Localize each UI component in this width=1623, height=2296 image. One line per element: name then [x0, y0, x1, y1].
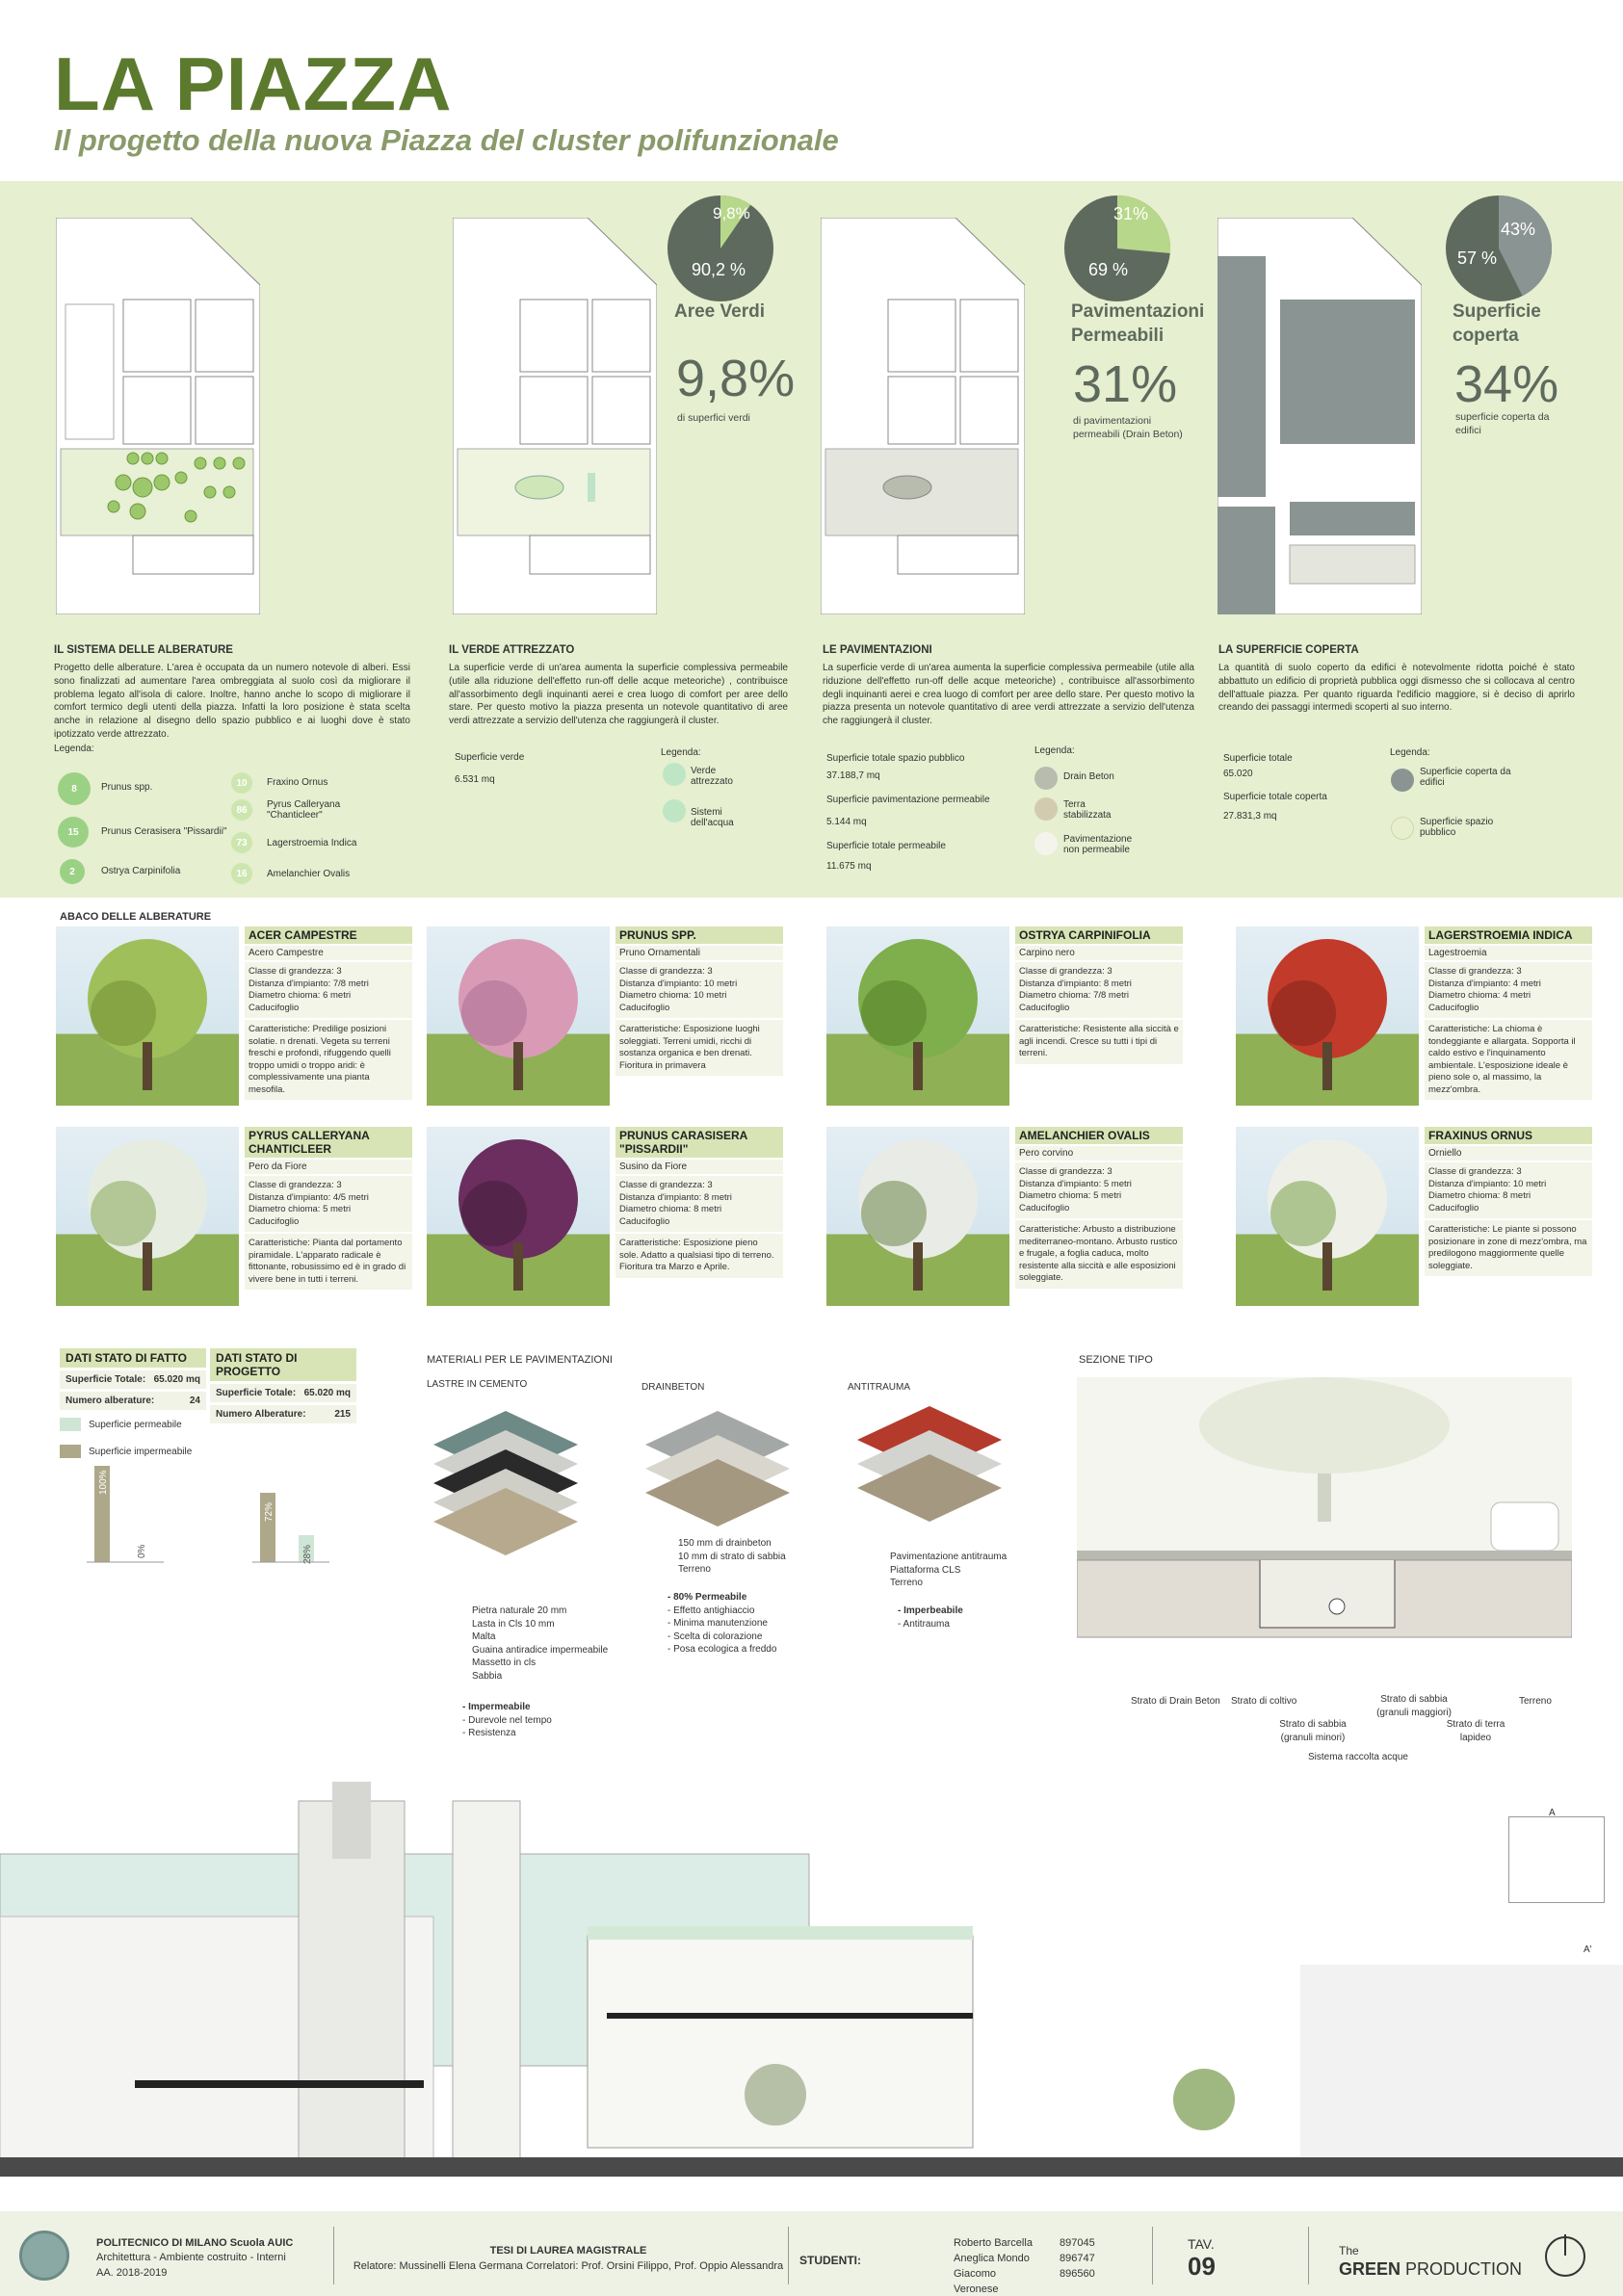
- lastre-title: LASTRE IN CEMENTO: [427, 1379, 528, 1390]
- pav-legend-drain: Drain Beton: [1063, 771, 1114, 782]
- tree-spec-line: Classe di grandezza: 3: [1428, 1166, 1522, 1177]
- tree-spec-line: Classe di grandezza: 3: [619, 1180, 713, 1190]
- student-name: Aneglica Mondo: [954, 2252, 1030, 2264]
- pav-legend-title: Legenda:: [1034, 745, 1075, 756]
- legend-dot-pyrus: 86: [231, 799, 252, 821]
- drain-prop: - Minima manutenzione: [668, 1618, 768, 1629]
- section-marker-a: A: [1549, 1808, 1556, 1818]
- tree-spec-line: Distanza d'impianto: 8 metri: [1019, 978, 1132, 989]
- footer-uni: POLITECNICO DI MILANO Scuola AUIC: [96, 2237, 294, 2249]
- dati-fatto-r1-value: 65.020 mq: [153, 1374, 200, 1385]
- dati-progetto-row1: [210, 1384, 356, 1402]
- tree-photo: [427, 1127, 610, 1306]
- anti-prop: - Imperbeabile: [898, 1605, 963, 1616]
- student-id: 896560: [1060, 2267, 1095, 2280]
- footer-thesis: TESI DI LAUREA MAGISTRALE: [489, 2245, 647, 2257]
- pie2-title: Pavimentazioni Permeabili: [1071, 301, 1205, 346]
- drain-layer: Terreno: [678, 1564, 711, 1575]
- sezione-label-coltivo: Strato di coltivo: [1231, 1696, 1297, 1707]
- tree-common-name: Pero da Fiore: [245, 1160, 412, 1174]
- coperta-text: La quantità di suolo coperto da edifici è notevolmente ridotta poiché è stato abbattuto un edificio di proprietà pubblica oggi dismesso che si collocava al centro dell'attuale piazza. Per quanto riguarda l'edificio maggiore, si è deciso di aprirlo creando dei passaggi intermedi scoperti al suo interno.: [1218, 663, 1575, 714]
- verde-legend-title: Legenda:: [661, 747, 701, 758]
- tree-specs: [615, 1176, 783, 1232]
- pie2-slice-label: 31%: [1113, 204, 1149, 223]
- bar-label: 100%: [98, 1470, 109, 1495]
- tree-characteristics: Caratteristiche: Arbusto a distribuzione mediterraneo-montano. Arbusto rustico e frugale, a foglia caduca, molto resistente alla siccità e alle esposizioni soleggiate.: [1015, 1220, 1183, 1289]
- footer-divider: [788, 2227, 789, 2284]
- dati-progetto-r1-value: 65.020 mq: [303, 1388, 351, 1398]
- student-name: Giacomo Veronese: [954, 2267, 999, 2295]
- lastre-prop: - Durevole nel tempo: [462, 1714, 552, 1726]
- tree-spec-line: Caducifoglio: [1428, 1202, 1479, 1213]
- student-row: [954, 2252, 1095, 2267]
- pie3-big: 34%: [1454, 355, 1559, 413]
- tree-characteristics: Caratteristiche: La chioma è tondeggiante e allargata. Sopporta il caldo estivo e l'inquinamento ambientale. L'esposizione ideale è pieno sole o, al massimo, la mezz'ombra.: [1425, 1020, 1592, 1100]
- tree-spec-line: Distanza d'impianto: 8 metri: [619, 1191, 732, 1203]
- bar-label: 0%: [137, 1544, 147, 1558]
- tree-spec-line: Diametro chioma: 6 metri: [249, 990, 352, 1002]
- pie3-desc: superficie coperta da edifici: [1455, 411, 1550, 437]
- tree-spec-line: Classe di grandezza: 3: [249, 1180, 342, 1190]
- verde-stat-value: 6.531 mq: [455, 774, 495, 785]
- drain-layer: 10 mm di strato di sabbia: [678, 1551, 786, 1562]
- permeability-bar-chart: [67, 1464, 356, 1579]
- cop-stat2-value: 27.831,3 mq: [1223, 811, 1277, 822]
- legend-label-lagerstroemia: Lagerstroemia Indica: [267, 838, 357, 848]
- tree-name: ACER CAMPESTRE: [245, 926, 412, 944]
- tree-name: OSTRYA CARPINIFOLIA: [1015, 926, 1183, 944]
- dati-fatto-table: [60, 1348, 206, 1410]
- tree-spec-line: Distanza d'impianto: 4/5 metri: [249, 1191, 369, 1203]
- section-marker-a2: A': [1584, 1944, 1592, 1955]
- legend-dot-cerasisera: 15: [58, 817, 89, 848]
- footer-tav-num: 09: [1188, 2252, 1216, 2281]
- drain-prop: - Effetto antighiaccio: [668, 1605, 755, 1616]
- footer-year: AA. 2018-2019: [96, 2266, 168, 2279]
- dati-progetto-title: DATI STATO DI PROGETTO: [210, 1348, 356, 1381]
- dati-legend-imperm: Superficie impermeabile: [89, 1447, 193, 1457]
- dati-legend-perm-swatch: [60, 1418, 81, 1431]
- tree-spec-line: Distanza d'impianto: 10 metri: [619, 978, 738, 989]
- tree-name: PRUNUS CARASISERA "PISSARDII": [615, 1127, 783, 1158]
- section-key-map: [1508, 1816, 1605, 1903]
- legend-dot-prunus: 8: [58, 772, 91, 805]
- drain-prop: - Scelta di colorazione: [668, 1631, 763, 1642]
- tree-name: PRUNUS SPP.: [615, 926, 783, 944]
- tree-common-name: Pero corvino: [1015, 1146, 1183, 1161]
- drain-props: [668, 1591, 776, 1657]
- tree-info: [615, 1127, 783, 1278]
- dati-fatto-r2-value: 24: [189, 1396, 200, 1406]
- alberature-text: Progetto delle alberature. L'area è occupata da un numero notevole di alberi. Essi sono finalizzati ad aumentare l'area ombreggiata al suolo così da migliorare il problema legato all'isola di calore. Inoltre, hanno anche lo scopo di migliorare il comfort termico degli utenti della piazza. Infatti la loro posizione è stata scelta anche in relazione al disegno dello spazio pubblico e ai luoghi dove è stato ipotizzato verde attrezzato.: [54, 663, 410, 740]
- tree-spec-line: Diametro chioma: 5 metri: [249, 1204, 352, 1215]
- brand-the: The: [1339, 2244, 1359, 2257]
- pavimentazioni-text: La superficie verde di un'area aumenta la superficie complessiva permeabile (utile alla riduzione dell'effetto run-off delle acque meteoriche) , contribuisce all'assorbimento degli inquinanti aerei e crea luogo di comfort per aree dello stare. Per questo motivo la piazza presenta un notevole quantitativo di aree verdi attrezzate a servizio dell'utenza che raggiungerà il cluster.: [823, 663, 1194, 727]
- alberature-heading: IL SISTEMA DELLE ALBERATURE: [54, 644, 233, 656]
- tree-characteristics: Caratteristiche: Le piante si possono posizionare in zone di mezz'ombra, ma predilogono maggiormente quelle soleggiate.: [1425, 1220, 1592, 1276]
- legend-label-ostrya: Ostrya Carpinifolia: [101, 866, 181, 876]
- tree-characteristics: Caratteristiche: Esposizione pieno sole. Adatto a qualsiasi tipo di terreno. Fioritura tra Marzo e Aprile.: [615, 1234, 783, 1278]
- sezione-label-terra: Strato di terra lapideo: [1446, 1719, 1505, 1743]
- plan-pavimentazioni: [821, 218, 1025, 614]
- legend-dot-amelanchier: 16: [231, 863, 252, 884]
- sezione-label-terreno: Terreno: [1519, 1696, 1552, 1707]
- pie2-desc: di pavimentazioni permeabili (Drain Beton): [1073, 415, 1183, 441]
- footer-students: [954, 2236, 1095, 2296]
- lastre-layer: Pietra naturale 20 mm: [472, 1605, 567, 1616]
- legend-dot-fraxino: 10: [231, 772, 252, 794]
- lastre-props: [462, 1701, 552, 1740]
- tree-spec-line: Classe di grandezza: 3: [249, 966, 342, 977]
- pav-stat3-value: 11.675 mq: [826, 861, 872, 872]
- footer-studenti-label: STUDENTI:: [799, 2254, 861, 2267]
- tree-characteristics: Caratteristiche: Esposizione luoghi soleggiati. Terreni umidi, ricchi di sostanza organica e ben drenati. Fioritura in primavera: [615, 1020, 783, 1076]
- bar-label: 72%: [264, 1501, 275, 1522]
- tree-specs: [1015, 1162, 1183, 1218]
- brand-production: PRODUCTION: [1405, 2259, 1523, 2279]
- verde-heading: IL VERDE ATTREZZATO: [449, 644, 575, 656]
- pie1-title: Aree Verdi: [674, 301, 765, 322]
- tree-name: AMELANCHIER OVALIS: [1015, 1127, 1183, 1144]
- drain-prop: - 80% Permeabile: [668, 1592, 747, 1603]
- lastre-prop: - Resistenza: [462, 1728, 516, 1738]
- pavimentazioni-heading: LE PAVIMENTAZIONI: [823, 644, 932, 656]
- pav-stat1-value: 37.188,7 mq: [826, 770, 880, 781]
- pav-legend-drain-swatch: [1034, 767, 1058, 790]
- tree-spec-line: Diametro chioma: 8 metri: [1428, 1190, 1531, 1202]
- tree-info: [1015, 926, 1183, 1064]
- tree-characteristics: Caratteristiche: Pianta dal portamento piramidale. L'apparato radicale è fittonante, robusissimo ed è in grado di vivere bene in tutti i terreni.: [245, 1234, 412, 1290]
- tree-spec-line: Caducifoglio: [249, 1215, 300, 1227]
- legend-label-cerasisera: Prunus Cerasisera "Pissardii": [101, 826, 227, 837]
- tree-characteristics: Caratteristiche: Predilige posizioni solatie. n drenati. Vegeta su terreni freschi e profondi, rifuggendo quelli troppo umidi o troppo aridi: è complessivamente una pianta mesofila.: [245, 1020, 412, 1100]
- dati-legend-imperm-swatch: [60, 1445, 81, 1458]
- tree-specs: [245, 1176, 412, 1232]
- materiali-heading: MATERIALI PER LE PAVIMENTAZIONI: [427, 1354, 613, 1366]
- cop-stat1-value: 65.020: [1223, 769, 1253, 779]
- lastre-prop: - Impermeabile: [462, 1702, 531, 1712]
- brand-green: GREEN: [1339, 2259, 1401, 2279]
- student-row: [954, 2236, 1095, 2252]
- sezione-label-raccolta: Sistema raccolta acque: [1308, 1752, 1408, 1762]
- pav-stat3-label: Superficie totale permeabile: [826, 841, 946, 851]
- legend-sistemi-acqua: Sistemi dell'acqua: [691, 807, 734, 828]
- pie3-rest-label: 57 %: [1457, 248, 1498, 268]
- cop-legend-edifici: Superficie coperta da edifici: [1420, 767, 1511, 788]
- tree-spec-line: Classe di grandezza: 3: [619, 966, 713, 977]
- footer-uni-block: [96, 2236, 293, 2281]
- coperta-heading: LA SUPERFICIE COPERTA: [1218, 644, 1359, 656]
- footer-relatore: Relatore: Mussinelli Elena Germana Correlatori: Prof. Orsini Filippo, Prof. Oppio Alessandra: [353, 2259, 784, 2272]
- cop-stat2-label: Superficie totale coperta: [1223, 792, 1327, 802]
- footer-tav-label: TAV.: [1188, 2236, 1215, 2252]
- pav-legend-nonperm-swatch: [1034, 832, 1058, 855]
- footer-course: Architettura - Ambiente costruito - Interni: [96, 2252, 286, 2264]
- drain-layers-diagram: [636, 1406, 799, 1551]
- tree-spec-line: Classe di grandezza: 3: [1428, 966, 1522, 977]
- abaco-heading: ABACO DELLE ALBERATURE: [60, 911, 212, 923]
- footer-divider: [1308, 2227, 1309, 2284]
- site-section-elevation: [0, 1772, 1623, 2177]
- plan-alberature: [56, 218, 260, 614]
- dati-fatto-title: DATI STATO DI FATTO: [60, 1348, 206, 1368]
- anti-title: ANTITRAUMA: [848, 1382, 910, 1393]
- tree-common-name: Susino da Fiore: [615, 1160, 783, 1174]
- cop-legend-pubblico-swatch: [1391, 817, 1414, 840]
- footer-divider: [1152, 2227, 1153, 2284]
- drain-layer: 150 mm di drainbeton: [678, 1538, 772, 1549]
- tree-photo: [1236, 926, 1419, 1106]
- legend-dot-lagerstroemia: 73: [231, 832, 252, 853]
- tree-photo: [826, 1127, 1009, 1306]
- pie2-rest-label: 69 %: [1088, 260, 1129, 279]
- dati-progetto-row2: [210, 1405, 356, 1423]
- pie1-slice-label: 9,8%: [713, 204, 750, 222]
- tree-spec-line: Caducifoglio: [1019, 1002, 1070, 1013]
- legend-label-fraxino: Fraxino Ornus: [267, 777, 328, 788]
- pie3-title: Superficie coperta: [1453, 301, 1541, 346]
- drain-prop: - Posa ecologica a freddo: [668, 1644, 777, 1655]
- tree-specs: [615, 962, 783, 1018]
- tree-name: FRAXINUS ORNUS: [1425, 1127, 1592, 1144]
- pav-stat1-label: Superficie totale spazio pubblico: [826, 753, 965, 764]
- tree-common-name: Carpino nero: [1015, 946, 1183, 960]
- tree-common-name: Acero Campestre: [245, 946, 412, 960]
- cop-legend-title: Legenda:: [1390, 747, 1430, 758]
- anti-layers-diagram: [848, 1401, 1011, 1546]
- dati-fatto-row2: [60, 1392, 206, 1410]
- cop-stat1-label: Superficie totale: [1223, 753, 1293, 764]
- tree-specs: [245, 962, 412, 1018]
- anti-props: [898, 1605, 963, 1631]
- pie3-slice-label: 43%: [1501, 220, 1536, 239]
- page-title: LA PIAZZA: [54, 41, 453, 126]
- tree-common-name: Lagestroemia: [1425, 946, 1592, 960]
- sezione-label-sabbia-min: Strato di sabbia (granuli minori): [1279, 1719, 1347, 1743]
- sezione-heading: SEZIONE TIPO: [1079, 1354, 1153, 1366]
- tree-photo: [1236, 1127, 1419, 1306]
- tree-spec-line: Caducifoglio: [1019, 1202, 1070, 1213]
- pie1-desc: di superfici verdi: [677, 412, 750, 424]
- tree-common-name: Pruno Ornamentali: [615, 946, 783, 960]
- tree-photo: [56, 926, 239, 1106]
- polimi-logo-icon: [19, 2231, 69, 2281]
- legend-sistemi-acqua-swatch: [663, 799, 686, 822]
- dati-fatto-r1-label: Superficie Totale:: [65, 1374, 146, 1385]
- tree-spec-line: Distanza d'impianto: 5 metri: [1019, 1178, 1132, 1189]
- verde-text: La superficie verde di un'area aumenta la superficie complessiva permeabile (utile alla riduzione dell'effetto run-off delle acque meteoriche) , contribuisce all'assorbimento degli inquinanti aerei e crea luogo di comfort per aree dello stare. Per questo motivo la piazza presenta un notevole quantitativo di aree verdi attrezzate a servizio dell'utenza che raggiungerà il cluster.: [449, 663, 788, 727]
- tree-spec-line: Diametro chioma: 5 metri: [1019, 1190, 1122, 1202]
- student-row: [954, 2267, 1095, 2296]
- verde-stat-label: Superficie verde: [455, 752, 525, 763]
- tree-spec-line: Classe di grandezza: 3: [1019, 1166, 1113, 1177]
- pav-stat2-label: Superficie pavimentazione permeabile: [826, 795, 990, 805]
- tree-info: [245, 1127, 412, 1290]
- legend-dot-ostrya: 2: [60, 859, 85, 884]
- sezione-diagram: [1077, 1377, 1572, 1695]
- cop-legend-pubblico: Superficie spazio pubblico: [1420, 817, 1494, 838]
- tree-info: [245, 926, 412, 1100]
- tree-spec-line: Caducifoglio: [619, 1002, 670, 1013]
- tree-specs: [1425, 962, 1592, 1018]
- tree-spec-line: Caducifoglio: [619, 1215, 670, 1227]
- legend-label-amelanchier: Amelanchier Ovalis: [267, 869, 351, 879]
- pie1-big: 9,8%: [676, 350, 796, 407]
- pav-stat2-value: 5.144 mq: [826, 817, 867, 827]
- legend-label-pyrus: Pyrus Calleryana "Chanticleer": [267, 799, 341, 821]
- tree-info: [615, 926, 783, 1076]
- tree-spec-line: Classe di grandezza: 3: [1019, 966, 1113, 977]
- tree-info: [1425, 1127, 1592, 1276]
- lastre-layer: Lasta in Cls 10 mm: [472, 1618, 555, 1630]
- lastre-layer: Massetto in cls: [472, 1657, 537, 1668]
- anti-layers: [890, 1551, 1007, 1590]
- student-name: Roberto Barcella: [954, 2237, 1033, 2249]
- footer-divider: [333, 2227, 334, 2284]
- pie1-rest-label: 90,2 %: [692, 260, 746, 279]
- tree-spec-line: Diametro chioma: 7/8 metri: [1019, 990, 1130, 1002]
- student-id: 897045: [1060, 2237, 1095, 2249]
- dati-progetto-r1-label: Superficie Totale:: [216, 1388, 297, 1398]
- tree-spec-line: Distanza d'impianto: 7/8 metri: [249, 978, 369, 989]
- drain-layers: [678, 1537, 786, 1577]
- lastre-layers-diagram: [424, 1406, 588, 1579]
- tree-spec-line: Caducifoglio: [1428, 1002, 1479, 1013]
- lastre-layers: [472, 1605, 608, 1683]
- anti-layer: Pavimentazione antitrauma: [890, 1552, 1008, 1562]
- tree-common-name: Orniello: [1425, 1146, 1592, 1161]
- tree-photo: [826, 926, 1009, 1106]
- anti-prop: - Antitrauma: [898, 1618, 950, 1630]
- plan-verde: [453, 218, 657, 614]
- dati-fatto-r2-label: Numero alberature:: [65, 1396, 155, 1406]
- footer-thesis-block: [347, 2244, 790, 2275]
- dati-progetto-table: [210, 1348, 356, 1423]
- pav-legend-terra-swatch: [1034, 797, 1058, 821]
- dati-fatto-row1: [60, 1370, 206, 1389]
- alberature-legend-title: Legenda:: [54, 744, 94, 754]
- student-id: 896747: [1060, 2252, 1095, 2264]
- pav-legend-nonperm: Pavimentazione non permeabile: [1063, 834, 1133, 855]
- bar-label: 28%: [302, 1544, 313, 1564]
- cop-legend-edifici-swatch: [1391, 769, 1414, 792]
- power-logo-icon: [1541, 2231, 1589, 2279]
- tree-photo: [427, 926, 610, 1106]
- legend-label-prunus: Prunus spp.: [101, 782, 153, 793]
- plan-coperta: [1217, 218, 1422, 614]
- anti-layer: Terreno: [890, 1578, 923, 1588]
- tree-spec-line: Diametro chioma: 4 metri: [1428, 990, 1531, 1002]
- tree-info: [1015, 1127, 1183, 1289]
- tree-info: [1425, 926, 1592, 1100]
- tree-specs: [1425, 1162, 1592, 1218]
- tree-characteristics: Caratteristiche: Resistente alla siccità e agli incendi. Cresce su tutti i tipi di terreni.: [1015, 1020, 1183, 1064]
- tree-name: LAGERSTROEMIA INDICA: [1425, 926, 1592, 944]
- dati-progetto-r2-value: 215: [334, 1409, 351, 1420]
- anti-layer: Piattaforma CLS: [890, 1564, 961, 1576]
- legend-verde-attrezzato: Verde attrezzato: [691, 766, 733, 787]
- tree-spec-line: Distanza d'impianto: 4 metri: [1428, 978, 1541, 989]
- lastre-layer: Sabbia: [472, 1670, 503, 1682]
- tree-spec-line: Distanza d'impianto: 10 metri: [1428, 1178, 1547, 1189]
- lastre-layer: Malta: [472, 1631, 496, 1642]
- tree-spec-line: Caducifoglio: [249, 1002, 300, 1013]
- tree-name: PYRUS CALLERYANA CHANTICLEER: [245, 1127, 412, 1158]
- dati-legend-perm: Superficie permeabile: [89, 1420, 182, 1430]
- lastre-layer: Guaina antiradice impermeabile: [472, 1644, 609, 1656]
- drain-title: DRAINBETON: [641, 1382, 705, 1393]
- tree-specs: [1015, 962, 1183, 1018]
- legend-verde-attrezzato-swatch: [663, 763, 686, 786]
- tree-spec-line: Diametro chioma: 8 metri: [619, 1204, 722, 1215]
- sezione-label-sabbia-mag: Strato di sabbia (granuli maggiori): [1376, 1694, 1452, 1718]
- sezione-label-drain: Strato di Drain Beton: [1131, 1696, 1220, 1707]
- pie2-big: 31%: [1073, 355, 1178, 413]
- brand-name: [1339, 2259, 1522, 2280]
- tree-photo: [56, 1127, 239, 1306]
- tree-spec-line: Diametro chioma: 10 metri: [619, 990, 727, 1002]
- dati-progetto-r2-label: Numero Alberature:: [216, 1409, 306, 1420]
- page-subtitle: Il progetto della nuova Piazza del cluster polifunzionale: [54, 123, 839, 157]
- pav-legend-terra: Terra stabilizzata: [1063, 799, 1112, 821]
